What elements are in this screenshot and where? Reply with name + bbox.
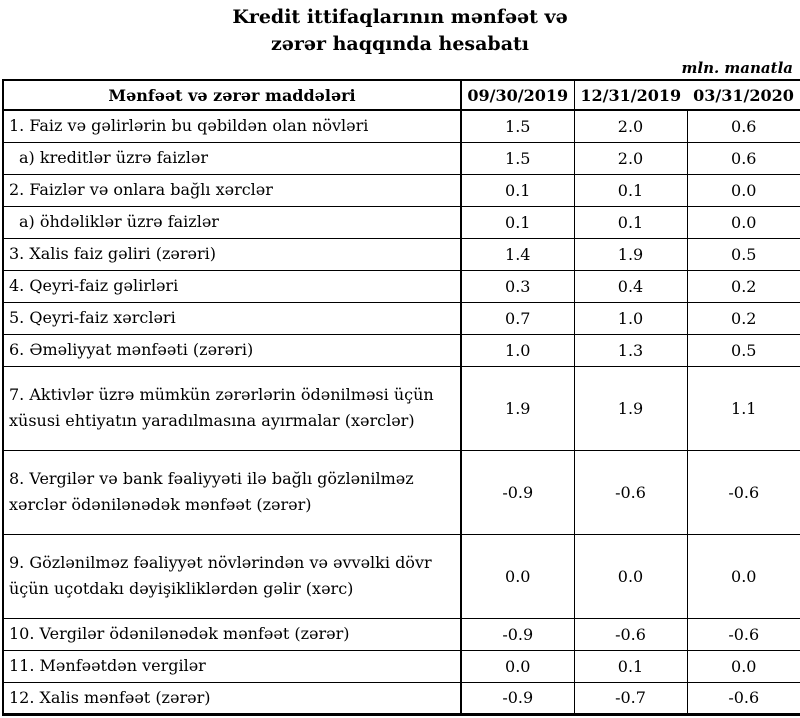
table-row xyxy=(3,450,800,534)
row-label: 7. Aktivlər üzrə mümkün zərərlərin ödənilməsi üçün xüsusi ehtiyatın yaradılmasına ayırmalar (xərclər) xyxy=(3,366,461,450)
row-label: 8. Vergilər və bank fəaliyyəti ilə bağlı gözlənilməz xərclər ödənilənədək mənfəət (zərər) xyxy=(3,450,461,534)
table-row xyxy=(3,142,800,174)
cell-value: 0.1 xyxy=(574,174,687,206)
table-header-row xyxy=(3,80,800,110)
row-label: 1. Faiz və gəlirlərin bu qəbildən olan növləri xyxy=(3,110,461,142)
row-label: 11. Mənfəətdən vergilər xyxy=(3,650,461,682)
cell-value: -0.9 xyxy=(461,450,574,534)
table-row xyxy=(3,110,800,142)
row-label: 3. Xalis faiz gəliri (zərəri) xyxy=(3,238,461,270)
cell-value: 0.0 xyxy=(687,650,800,682)
header-date-3: 03/31/2020 xyxy=(687,80,800,110)
row-label: 4. Qeyri-faiz gəlirləri xyxy=(3,270,461,302)
row-label: 9. Gözlənilməz fəaliyyət növlərindən və əvvəlki dövr üçün uçotdakı dəyişikliklərdən gəlir (xərc) xyxy=(3,534,461,618)
row-label: 2. Faizlər və onlara bağlı xərclər xyxy=(3,174,461,206)
cell-value: 0.1 xyxy=(574,650,687,682)
cell-value: -0.9 xyxy=(461,618,574,650)
cell-value: 0.0 xyxy=(574,534,687,618)
table-row xyxy=(3,334,800,366)
cell-value: 0.1 xyxy=(461,206,574,238)
row-label: 10. Vergilər ödənilənədək mənfəət (zərər) xyxy=(3,618,461,650)
table-row xyxy=(3,302,800,334)
cell-value: 1.3 xyxy=(574,334,687,366)
table-row xyxy=(3,650,800,682)
header-date-2: 12/31/2019 xyxy=(574,80,687,110)
cell-value: -0.6 xyxy=(687,682,800,714)
cell-value: 1.9 xyxy=(461,366,574,450)
cell-value: 2.0 xyxy=(574,110,687,142)
cell-value: 0.4 xyxy=(574,270,687,302)
cell-value: 1.9 xyxy=(574,366,687,450)
cell-value: -0.6 xyxy=(574,618,687,650)
cell-value: 0.1 xyxy=(574,206,687,238)
cell-value: 1.4 xyxy=(461,238,574,270)
cell-value: 0.0 xyxy=(461,650,574,682)
cell-value: 0.5 xyxy=(687,334,800,366)
cell-value: 0.6 xyxy=(687,110,800,142)
row-label: a) kreditlər üzrə faizlər xyxy=(3,142,461,174)
cell-value: 1.9 xyxy=(574,238,687,270)
page-title-line2: zərər haqqında hesabatı xyxy=(270,33,530,55)
table-row xyxy=(3,618,800,650)
cell-value: -0.9 xyxy=(461,682,574,714)
cell-value: 0.0 xyxy=(687,174,800,206)
table-row xyxy=(3,238,800,270)
cell-value: 0.1 xyxy=(461,174,574,206)
page-title-line1: Kredit ittifaqlarının mənfəət və xyxy=(232,6,568,28)
row-label: 6. Əməliyyat mənfəəti (zərəri) xyxy=(3,334,461,366)
table-row xyxy=(3,682,800,714)
unit-note: mln. manatla xyxy=(681,59,793,77)
row-label: a) öhdəliklər üzrə faizlər xyxy=(3,206,461,238)
table-row xyxy=(3,174,800,206)
cell-value: 1.5 xyxy=(461,142,574,174)
cell-value: 0.5 xyxy=(687,238,800,270)
table-row xyxy=(3,206,800,238)
profit-loss-table xyxy=(2,79,800,716)
cell-value: 0.0 xyxy=(687,534,800,618)
cell-value: 2.0 xyxy=(574,142,687,174)
cell-value: 0.2 xyxy=(687,302,800,334)
cell-value: 0.3 xyxy=(461,270,574,302)
row-label: 5. Qeyri-faiz xərcləri xyxy=(3,302,461,334)
table-row xyxy=(3,534,800,618)
cell-value: 0.0 xyxy=(461,534,574,618)
cell-value: 0.0 xyxy=(687,206,800,238)
cell-value: 0.7 xyxy=(461,302,574,334)
cell-value: 1.0 xyxy=(574,302,687,334)
header-items-label: Mənfəət və zərər maddələri xyxy=(3,80,461,110)
cell-value: -0.6 xyxy=(574,450,687,534)
cell-value: 0.2 xyxy=(687,270,800,302)
page-title xyxy=(0,0,800,58)
header-date-1: 09/30/2019 xyxy=(461,80,574,110)
cell-value: -0.6 xyxy=(687,450,800,534)
cell-value: -0.7 xyxy=(574,682,687,714)
row-label: 12. Xalis mənfəət (zərər) xyxy=(3,682,461,714)
table-row xyxy=(3,270,800,302)
cell-value: 0.6 xyxy=(687,142,800,174)
cell-value: 1.5 xyxy=(461,110,574,142)
table-row xyxy=(3,366,800,450)
cell-value: -0.6 xyxy=(687,618,800,650)
cell-value: 1.0 xyxy=(461,334,574,366)
cell-value: 1.1 xyxy=(687,366,800,450)
